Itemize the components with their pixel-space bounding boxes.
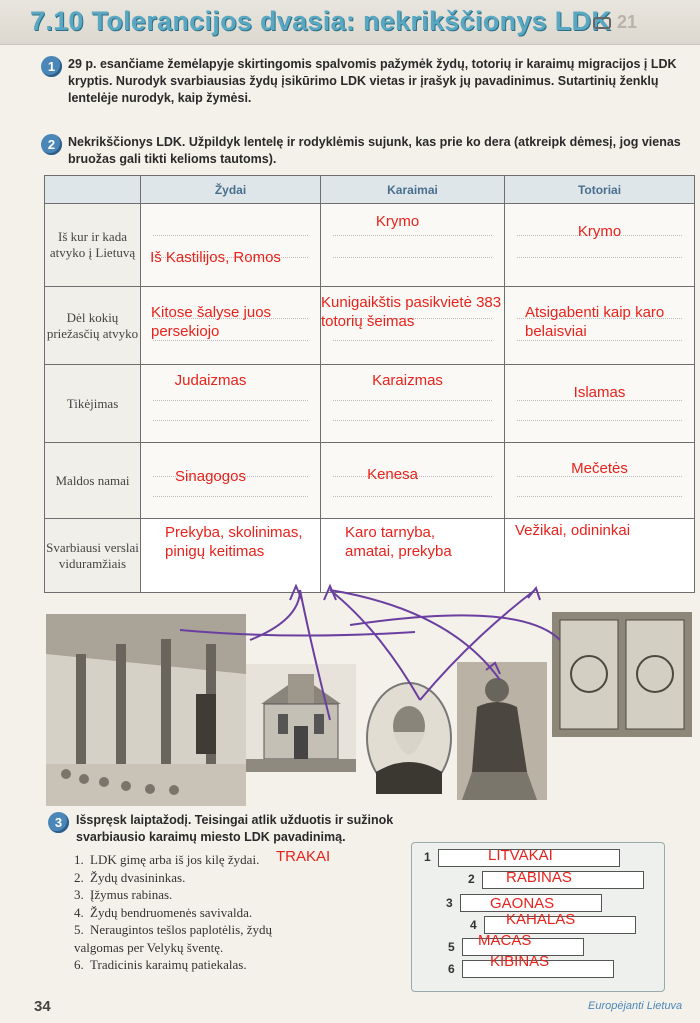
handwritten-answer: Mečetės — [571, 460, 628, 477]
row-label: Svarbiausi verslai viduramžiais — [45, 519, 141, 593]
list-item: 6. Tradicinis karaimų patiekalas. — [74, 957, 247, 972]
puzzle-answer: LITVAKAI — [488, 847, 553, 864]
handwritten-answer: Kitose šalyse juos persekiojo — [151, 304, 272, 340]
puzzle-number: 6 — [448, 962, 455, 976]
list-item: 2. Žydų dvasininkas. — [74, 869, 186, 885]
task-2-number: 2 — [41, 134, 62, 155]
puzzle-answer: GAONAS — [490, 895, 555, 912]
table-header-karaimai: Karaimai — [321, 176, 505, 204]
page-reference: 21 — [617, 12, 638, 32]
handwritten-answer: Islamas — [573, 384, 626, 401]
puzzle-number: 4 — [470, 918, 477, 932]
puzzle-answer: KAHALAS — [506, 911, 576, 928]
handwritten-answer: Krymo — [577, 223, 622, 240]
puzzle-number: 2 — [468, 872, 475, 886]
list-item: 3. Įžymus rabinas. — [74, 887, 173, 902]
puzzle-number: 1 — [424, 850, 431, 864]
handwritten-answer: Vežikai, odininkai — [515, 522, 631, 539]
puzzle-number: 5 — [448, 940, 455, 954]
book-title: Europėjanti Lietuva — [588, 1000, 683, 1012]
handwritten-answer: Atsigabenti kaip karo belaisviai — [525, 304, 665, 340]
task-1-number: 1 — [41, 56, 62, 77]
puzzle-answer: KIBINAS — [490, 953, 550, 970]
puzzle-answer: MACAS — [478, 932, 532, 949]
page-number: 34 — [34, 998, 51, 1015]
handwritten-answer: Prekyba, skolinimas, pinigų keitimas — [165, 524, 303, 560]
task-3-text: Išspręsk laiptažodį. Teisingai atlik užduotis ir sužinok svarbiausio karaimų miesto LDK pavadinimą. — [76, 813, 394, 844]
task-1-text: 29 p. esančiame žemėlapyje skirtingomis spalvomis pažymėk žydų, totorių ir karaimų migracijos į LDK kryptis. Nurodyk svarbiausias žydų įsikūrimo LDK vietas ir įrašyk jų pavadinimus. Sutartinių ženklų lentelėje nurodyk, kaip žymėsi. — [68, 57, 677, 105]
handwritten-answer: Karo tarnyba, amatai, prekyba — [345, 524, 452, 560]
task-3-number: 3 — [48, 812, 69, 833]
handwritten-answer: Kunigaikštis pasikvietė 383 totorių šeimas — [321, 294, 502, 330]
row-label: Dėl kokių priežasčių atvyko — [45, 287, 141, 365]
handwritten-answer: Kenesa — [367, 466, 418, 483]
handwritten-answer: Sinagogos — [175, 468, 246, 485]
handwritten-answer: Iš Kastilijos, Romos — [150, 249, 281, 266]
row-label: Tikėjimas — [45, 365, 141, 443]
page-title: 7.10 Tolerancijos dvasia: nekrikščionys LDK — [30, 6, 612, 36]
row-label: Iš kur ir kada atvyko į Lietuvą — [45, 204, 141, 287]
handwritten-answer: Karaizmas — [372, 372, 443, 389]
crossword-clues — [74, 851, 294, 974]
solution-word: TRAKAI — [276, 848, 331, 865]
handwritten-answer: Krymo — [375, 213, 420, 230]
task-2-text: Nekrikščionys LDK. Užpildyk lentelę ir rodyklėmis sujunk, kas prie ko dera (atkreipk dėmesį, jog vienas bruožas gali tikti kelioms tautoms). — [68, 135, 681, 166]
handwritten-answer: Judaizmas — [174, 372, 247, 389]
list-item: 4. Žydų bendruomenės savivalda. — [74, 904, 253, 920]
puzzle-number: 3 — [446, 896, 453, 910]
puzzle-answer: RABINAS — [506, 869, 572, 886]
row-label: Maldos namai — [45, 443, 141, 519]
table-header-zydai: Žydai — [141, 176, 321, 204]
table-header-totoriai: Totoriai — [505, 176, 695, 204]
list-item: 1. LDK gimę arba iš jos kilę žydai. — [74, 852, 260, 867]
list-item: 5. Neraugintos tešlos paplotėlis, žydų valgomas per Velykų šventę. — [74, 922, 272, 955]
